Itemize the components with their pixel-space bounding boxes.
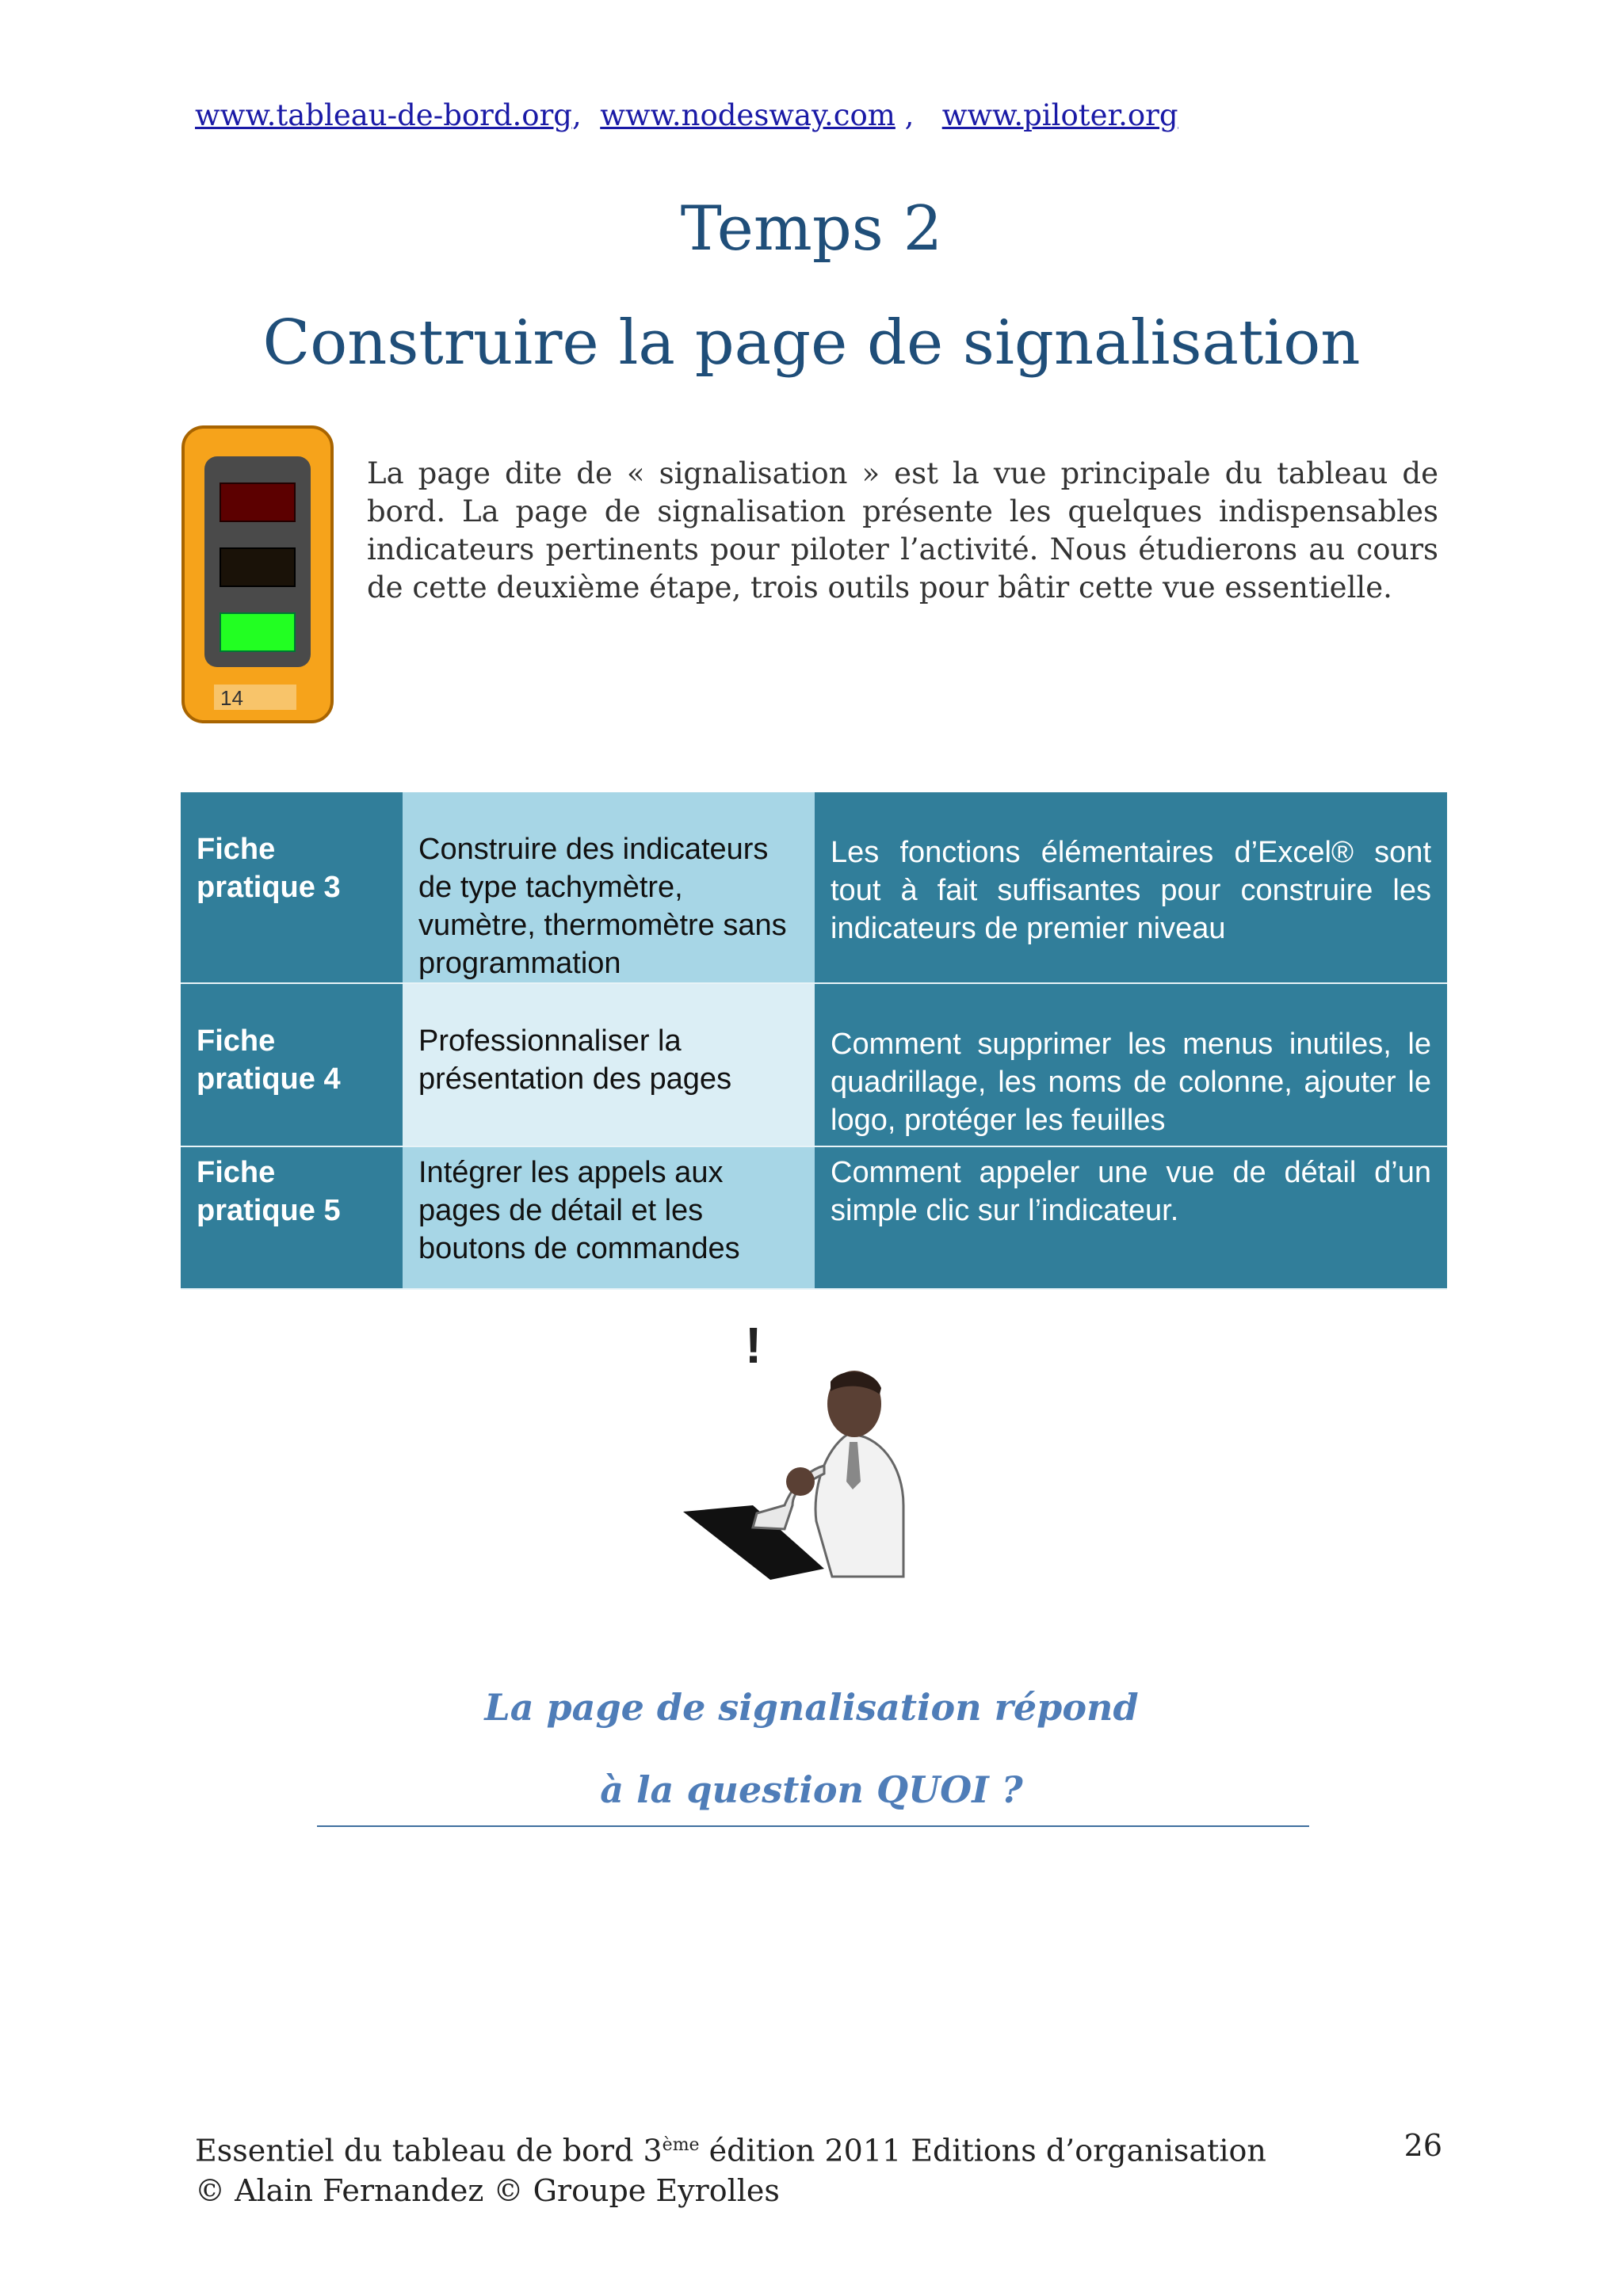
link-separator: , bbox=[895, 98, 915, 132]
header-links bbox=[195, 98, 1178, 132]
quote-line-1: La page de signalisation répond bbox=[484, 1686, 1139, 1729]
traffic-light-icon bbox=[181, 425, 334, 724]
page-title-part: Temps 2 bbox=[680, 193, 943, 265]
row-topic: Intégrer les appels aux pages de détail et les boutons de commandes bbox=[403, 1146, 815, 1289]
thinking-man-at-desk-illustration bbox=[666, 1315, 935, 1585]
row-label: Fiche pratique 4 bbox=[181, 983, 403, 1146]
row-topic: Professionnaliser la présentation des pages bbox=[403, 983, 815, 1146]
link-nodesway[interactable]: www.nodesway.com bbox=[600, 98, 896, 132]
row-label: Fiche pratique 3 bbox=[181, 792, 403, 983]
footer-line-1: Essentiel du tableau de bord 3ème édition 2011 Editions d’organisation bbox=[195, 2133, 1266, 2168]
link-separator: , bbox=[571, 98, 582, 132]
table-row bbox=[181, 1146, 1447, 1289]
row-description: Les fonctions élémentaires d’Excel® sont tout à fait suffisantes pour construire les indicateurs de premier niveau bbox=[815, 792, 1447, 983]
quote-line-2: à la question QUOI ? bbox=[600, 1768, 1023, 1811]
row-label: Fiche pratique 5 bbox=[181, 1146, 403, 1289]
table-row bbox=[181, 792, 1447, 983]
row-description: Comment supprimer les menus inutiles, le quadrillage, les noms de colonne, ajouter le logo, protéger les feuilles bbox=[815, 983, 1447, 1146]
traffic-light-number: 14 bbox=[220, 686, 243, 710]
table-row bbox=[181, 983, 1447, 1146]
exclamation-mark: ! bbox=[745, 1317, 762, 1374]
footer-line-2: © Alain Fernandez © Groupe Eyrolles bbox=[195, 2172, 780, 2208]
row-description: Comment appeler une vue de détail d’un simple clic sur l’indicateur. bbox=[815, 1146, 1447, 1289]
link-piloter[interactable]: www.piloter.org bbox=[941, 98, 1178, 132]
intro-paragraph: La page dite de « signalisation » est la vue principale du tableau de bord. La page de signalisation présente les quelques indispensables indicateurs pertinents pour piloter l’activité. Nous étudierons au cours de cette deuxième étape, trois outils pour bâtir cette vue essentielle. bbox=[367, 456, 1438, 605]
divider bbox=[317, 1825, 1309, 1827]
link-tableau-de-bord[interactable]: www.tableau-de-bord.org bbox=[195, 98, 572, 132]
page-number: 26 bbox=[1403, 2128, 1442, 2163]
page-title: Construire la page de signalisation bbox=[262, 307, 1361, 379]
page-footer bbox=[195, 2126, 1442, 2210]
row-topic: Construire des indicateurs de type tachymètre, vumètre, thermomètre sans programmation bbox=[403, 792, 815, 983]
fiches-table bbox=[181, 792, 1447, 1290]
